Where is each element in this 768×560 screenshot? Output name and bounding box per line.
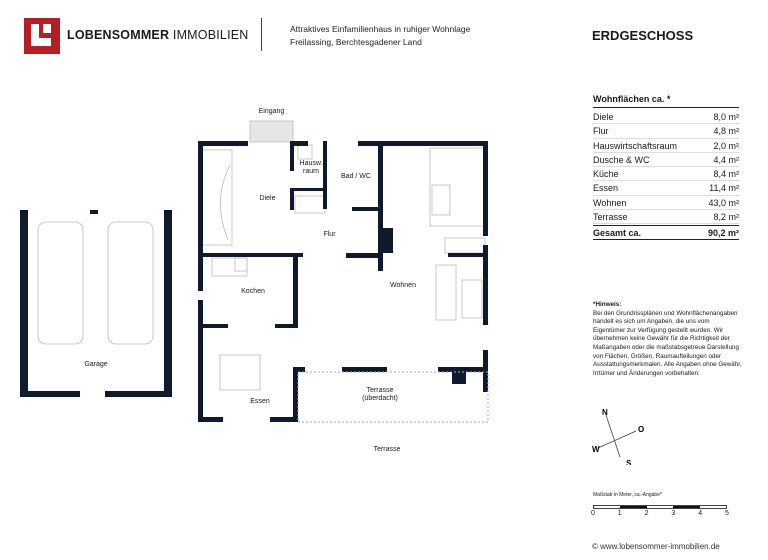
room-size: 8,2 m² bbox=[713, 212, 739, 223]
scale-tick: 5 bbox=[725, 510, 729, 517]
room-name: Dusche & WC bbox=[593, 154, 650, 165]
compass-w: W bbox=[592, 445, 600, 454]
room-name: Flur bbox=[593, 126, 609, 137]
subtitle-line1: Attraktives Einfamilienhaus in ruhiger Wohnlage bbox=[290, 24, 471, 34]
area-row bbox=[593, 153, 739, 167]
scale-tick: 2 bbox=[644, 510, 649, 517]
disclaimer-text: Bei den Grundrissplänen und Wohnflächenangaben handelt es sich um Angaben, die uns vom Eigentümer zur Verfügung gestellt wurden. Wir übernehmen keine Gewähr für die Richtigkeit der Maßangaben oder die maßstabsgetreue Darstellung von Flächen, Größen, Raumaufteilungen oder Ausstattungsmerkmalen. Alle Angaben ohne Gewähr, Irrtümer und Änderungen vorbehalten. bbox=[593, 309, 742, 377]
disclaimer bbox=[593, 301, 743, 378]
scale-tick: 4 bbox=[698, 510, 703, 517]
room-name: Diele bbox=[593, 112, 614, 122]
room-essen: Essen bbox=[250, 398, 270, 405]
room-name: Essen bbox=[593, 183, 619, 194]
subtitle-line2: Freilassing, Berchtesgadener Land bbox=[290, 37, 422, 47]
room-size: 8,4 m² bbox=[713, 169, 739, 180]
room-size: 4,8 m² bbox=[713, 126, 739, 137]
compass-icon bbox=[590, 405, 650, 465]
room-size: 4,4 m² bbox=[713, 154, 739, 165]
room-name: Wohnen bbox=[593, 197, 627, 208]
area-row bbox=[593, 210, 739, 224]
scale-tick: 1 bbox=[617, 510, 622, 517]
area-row bbox=[593, 181, 739, 195]
room-eingang: Eingang bbox=[258, 108, 285, 115]
room-wohnen: Wohnen bbox=[390, 282, 416, 289]
room-size: 43,0 m² bbox=[708, 197, 739, 208]
area-row bbox=[593, 110, 739, 124]
scale-bar bbox=[593, 505, 727, 509]
room-diele: Diele bbox=[259, 195, 276, 202]
room-hausw: Hausw. bbox=[299, 160, 323, 167]
floor-title: ERDGESCHOSS bbox=[592, 28, 694, 43]
room-garage: Garage bbox=[84, 361, 108, 368]
room-terrasse-ue-2: (überdacht) bbox=[362, 395, 398, 402]
room-hausw-2: raum bbox=[303, 168, 319, 175]
compass-n: N bbox=[602, 408, 608, 417]
scale-label: Maßstab in Meter, ca.-Angabe* bbox=[593, 492, 662, 498]
area-row bbox=[593, 196, 739, 210]
room-terrasse: Terrasse bbox=[373, 446, 401, 453]
room-flur: Flur bbox=[323, 231, 336, 238]
room-kochen: Kochen bbox=[241, 288, 265, 295]
copyright: © www.lobensommer-immobilien.de bbox=[592, 542, 720, 551]
disclaimer-heading: *Hinweis: bbox=[593, 301, 622, 308]
room-terrasse-ue: Terrasse bbox=[366, 387, 394, 394]
area-heading: Wohnflächen ca. * bbox=[593, 94, 739, 108]
compass-o: O bbox=[638, 425, 645, 434]
area-row bbox=[593, 167, 739, 181]
area-row bbox=[593, 139, 739, 153]
room-name: Hauswirtschaftsraum bbox=[593, 140, 678, 151]
brand-bold: LOBENSOMMER bbox=[67, 28, 170, 42]
room-size: 11,4 m² bbox=[709, 183, 739, 194]
compass-s: S bbox=[626, 459, 632, 465]
room-size: 8,0 m² bbox=[713, 112, 739, 122]
area-total-row bbox=[593, 225, 739, 239]
scale-tick: 0 bbox=[591, 510, 595, 517]
scale-tick: 3 bbox=[671, 510, 676, 517]
area-table bbox=[593, 94, 739, 240]
total-size: 90,2 m² bbox=[707, 228, 739, 239]
room-bad: Bad / WC bbox=[341, 173, 371, 180]
brand-light: IMMOBILIEN bbox=[172, 28, 249, 42]
room-name: Küche bbox=[593, 169, 619, 180]
room-name: Terrasse bbox=[593, 212, 628, 223]
total-label: Gesamt ca. bbox=[593, 228, 642, 239]
room-size: 2,0 m² bbox=[713, 140, 739, 151]
area-row bbox=[593, 124, 739, 138]
